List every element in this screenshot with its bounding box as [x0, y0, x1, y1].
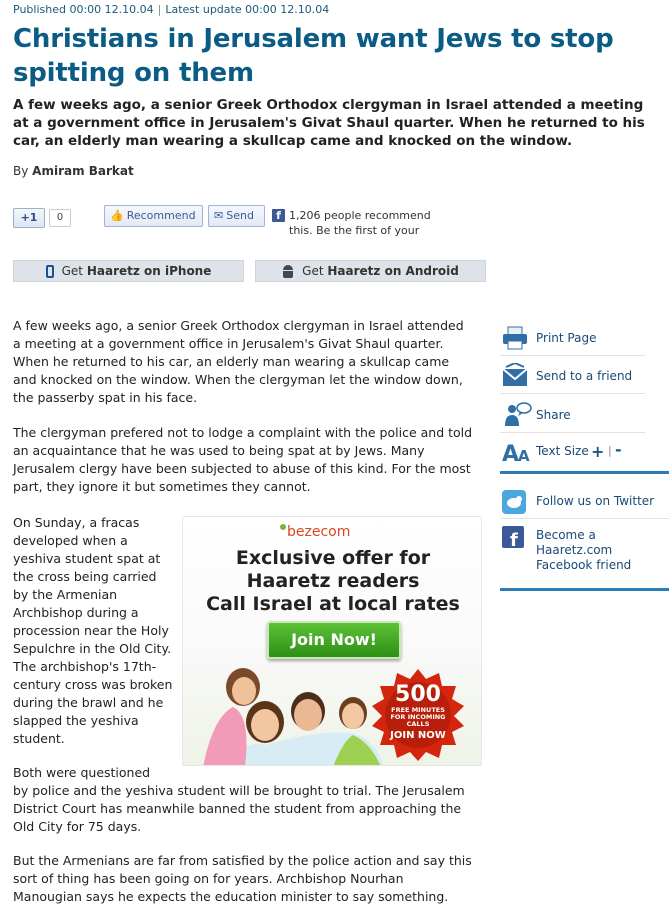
iphone-prefix: Get	[61, 264, 83, 278]
get-android-app-button[interactable]	[255, 260, 486, 282]
text-size-control	[500, 433, 645, 469]
facebook-recommend-button[interactable]	[104, 205, 203, 227]
share-link[interactable]	[500, 397, 645, 433]
thumbs-up-icon: 👍	[110, 209, 124, 222]
bezecom-advertisement[interactable]	[182, 516, 482, 766]
facebook-recommend-text: 1,206 people recommend this. Be the first of your	[289, 209, 431, 237]
increase-text-size-button[interactable]: +	[591, 442, 605, 461]
sidebar-divider-bottom	[500, 588, 669, 591]
svg-text:A: A	[518, 447, 530, 465]
bezecom-logo: bezecom	[280, 524, 350, 540]
badge-text: 500 FREE MINUTES FOR INCOMING CALLS JOIN NOW	[390, 682, 446, 741]
facebook-icon: f	[272, 209, 285, 222]
google-plus-button[interactable]: +1	[13, 208, 45, 228]
google-plus-count: 0	[49, 209, 71, 227]
iphone-icon	[46, 265, 54, 278]
print-page-link[interactable]	[500, 320, 645, 356]
facebook-icon	[502, 526, 524, 548]
recommend-label: Recommend	[126, 209, 196, 222]
send-icon: ✉	[214, 209, 224, 222]
facebook-friend-label: Become a Haaretz.com Facebook friend	[536, 528, 632, 572]
printer-icon	[502, 326, 528, 350]
published-date: Published 00:00 12.10.04	[13, 3, 154, 16]
facebook-friend-link[interactable]	[500, 524, 669, 580]
share-icon	[502, 400, 532, 430]
paragraph-5: But the Armenians are far from satisfied by the police action and say this sort of thing has been going on for years. Archbishop Nourhan Manougian says he expects the education minister to say something.	[13, 853, 472, 904]
send-label: Send	[226, 209, 254, 222]
ad-headline: Exclusive offer for Haaretz readers Call Israel at local rates	[206, 547, 460, 615]
envelope-icon	[502, 363, 528, 389]
paragraph-2: The clergyman prefered not to lodge a complaint with the police and told an acquaintance that he was used to being spat at by Jews. Many Jerusalem clergy have been subjected to abuse of this kind. For the most part, they ignore it but sometimes they cannot.	[13, 425, 473, 494]
text-size-label: Text Size	[536, 444, 589, 458]
paragraph-4-start: Both were questioned	[13, 765, 151, 780]
twitter-icon	[502, 490, 526, 514]
android-app-name: Haaretz on Android	[327, 264, 459, 278]
facebook-send-button[interactable]	[208, 205, 265, 227]
svg-text:A: A	[502, 442, 520, 465]
sidebar-divider	[500, 471, 669, 474]
send-to-friend-link[interactable]	[500, 358, 645, 394]
follow-twitter-link[interactable]	[500, 485, 669, 519]
byline	[13, 164, 134, 178]
send-to-friend-label: Send to a friend	[536, 368, 633, 383]
updated-date: Latest update 00:00 12.10.04	[165, 3, 330, 16]
android-prefix: Get	[302, 264, 324, 278]
share-label: Share	[536, 407, 571, 422]
iphone-app-name: Haaretz on iPhone	[86, 264, 212, 278]
paragraph-4-rest: by police and the yeshiva student will be brought to trial. The Jerusalem District Court has meanwhile banned the student from approaching the Old City for 75 days.	[13, 783, 465, 834]
article-standfirst: A few weeks ago, a senior Greek Orthodox clergyman in Israel attended a meeting at a government office in Jerusalem's Givat Shaul quarter. When he returned to his car, an elderly man wearing a skullcap came and knocked on the window.	[13, 97, 645, 149]
byline-prefix: By	[13, 164, 29, 178]
ad-join-now-button[interactable]: Join Now!	[267, 621, 401, 659]
author-link[interactable]: Amiram Barkat	[32, 164, 134, 178]
text-size-icon	[502, 437, 532, 465]
text-size-separator: |	[608, 444, 612, 457]
family-photo	[203, 657, 383, 766]
paragraph-1: A few weeks ago, a senior Greek Orthodox clergyman in Israel attended a meeting at a government office in Jerusalem's Givat Shaul quarter. When he returned to his car, an elderly man wearing a skullcap came and knocked on the window. When the clergyman let the window down, the passerby spat in his face.	[13, 318, 464, 405]
get-iphone-app-button[interactable]	[13, 260, 244, 282]
svg-text:f: f	[510, 530, 518, 548]
follow-twitter-label: Follow us on Twitter	[536, 494, 655, 508]
meta-separator: |	[157, 3, 162, 16]
print-page-label: Print Page	[536, 330, 597, 345]
publish-info	[13, 3, 329, 16]
decrease-text-size-button[interactable]: -	[615, 440, 622, 459]
android-icon	[282, 265, 294, 278]
article-headline: Christians in Jerusalem want Jews to stop spitting on them	[13, 24, 614, 88]
paragraph-3: On Sunday, a fracas developed when a yeshiva student spat at the cross being carried by the Armenian Archbishop during a procession near the Holy Sepulchre in the Old City. The archbishop's 17th-century cross was broken during the brawl and he slapped the yeshiva student.	[13, 515, 173, 746]
